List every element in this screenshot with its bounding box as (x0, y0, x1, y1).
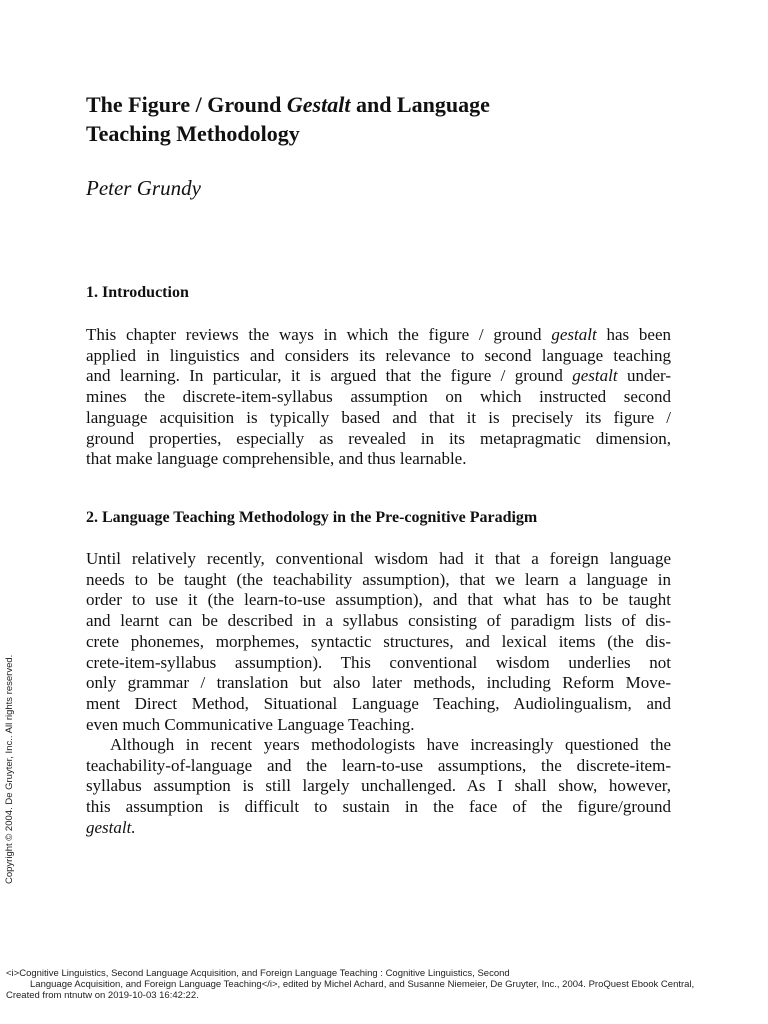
title-gestalt: Gestalt (286, 92, 351, 117)
paragraph-methodology-2 (86, 735, 671, 839)
text-line: Although in recent years methodologists have increasingly questioned the (110, 735, 671, 754)
text-line: mines the discrete-item-syllabus assumption on which instructed second (86, 387, 671, 407)
section-heading-methodology: 2. Language Teaching Methodology in the Pre-cognitive Paradigm (86, 509, 538, 526)
text-line: that make language comprehensible, and thus learnable. (86, 449, 467, 469)
copyright-sidebar: Copyright © 2004. De Gruyter, Inc.. All rights reserved. (4, 654, 15, 884)
text-line: even much Communicative Language Teaching. (86, 714, 415, 734)
text-line: applied in linguistics and considers its relevance to second language teaching (86, 345, 671, 365)
text-line: language acquisition is typically based and that it is precisely its figure / (86, 407, 671, 427)
text-line: this assumption is difficult to sustain in the face of the figure/ground (86, 797, 671, 817)
text-line: and learning. In particular, it is argued that the figure / ground gestalt under- (86, 366, 671, 386)
chapter-title (86, 90, 646, 148)
footer-line: <i>Cognitive Linguistics, Second Language Acquisition, and Foreign Language Teaching : Cognitive Linguistics, Second (6, 968, 510, 979)
footer-line: Created from ntnutw on 2019-10-03 16:42:22. (6, 990, 199, 1001)
text-line: crete-item-syllabus assumption). This conventional wisdom underlies not (86, 652, 671, 672)
footer-line: Language Acquisition, and Foreign Language Teaching</i>, edited by Michel Achard, and Susanne Niemeier, De Gruyter, Inc., 2004. ProQuest Ebook Central, (30, 979, 695, 990)
paragraph-methodology-1 (86, 549, 671, 735)
text-line: gestalt. (86, 817, 136, 837)
section-heading-introduction: 1. Introduction (86, 284, 189, 301)
text-line: only grammar / translation but also later methods, including Reform Move- (86, 673, 671, 693)
title-line-2: Teaching Methodology (86, 121, 300, 146)
text-line: ment Direct Method, Situational Language Teaching, Audiolingualism, and (86, 693, 671, 713)
text-line: syllabus assumption is still largely unchallenged. As I shall show, however, (86, 776, 671, 796)
paragraph-introduction (86, 325, 671, 470)
text-line: needs to be taught (the teachability assumption), that we learn a language in (86, 569, 671, 589)
citation-footer (6, 968, 694, 1001)
text-line: teachability-of-language and the learn-to-use assumptions, the discrete-item- (86, 755, 671, 775)
text-line: This chapter reviews the ways in which the figure / ground gestalt has been (86, 325, 671, 344)
title-text: The Figure / Ground (86, 92, 287, 117)
author-name: Peter Grundy (86, 176, 201, 200)
text-line: crete phonemes, morphemes, syntactic structures, and lexical items (the dis- (86, 631, 671, 651)
title-text: and Language (350, 92, 490, 117)
text-line: ground properties, especially as revealed in its metapragmatic dimension, (86, 428, 671, 448)
text-line: and learnt can be described in a syllabus consisting of paradigm lists of dis- (86, 611, 671, 631)
text-line: Until relatively recently, conventional wisdom had it that a foreign language (86, 549, 671, 568)
text-line: order to use it (the learn-to-use assumption), and that what has to be taught (86, 590, 671, 610)
